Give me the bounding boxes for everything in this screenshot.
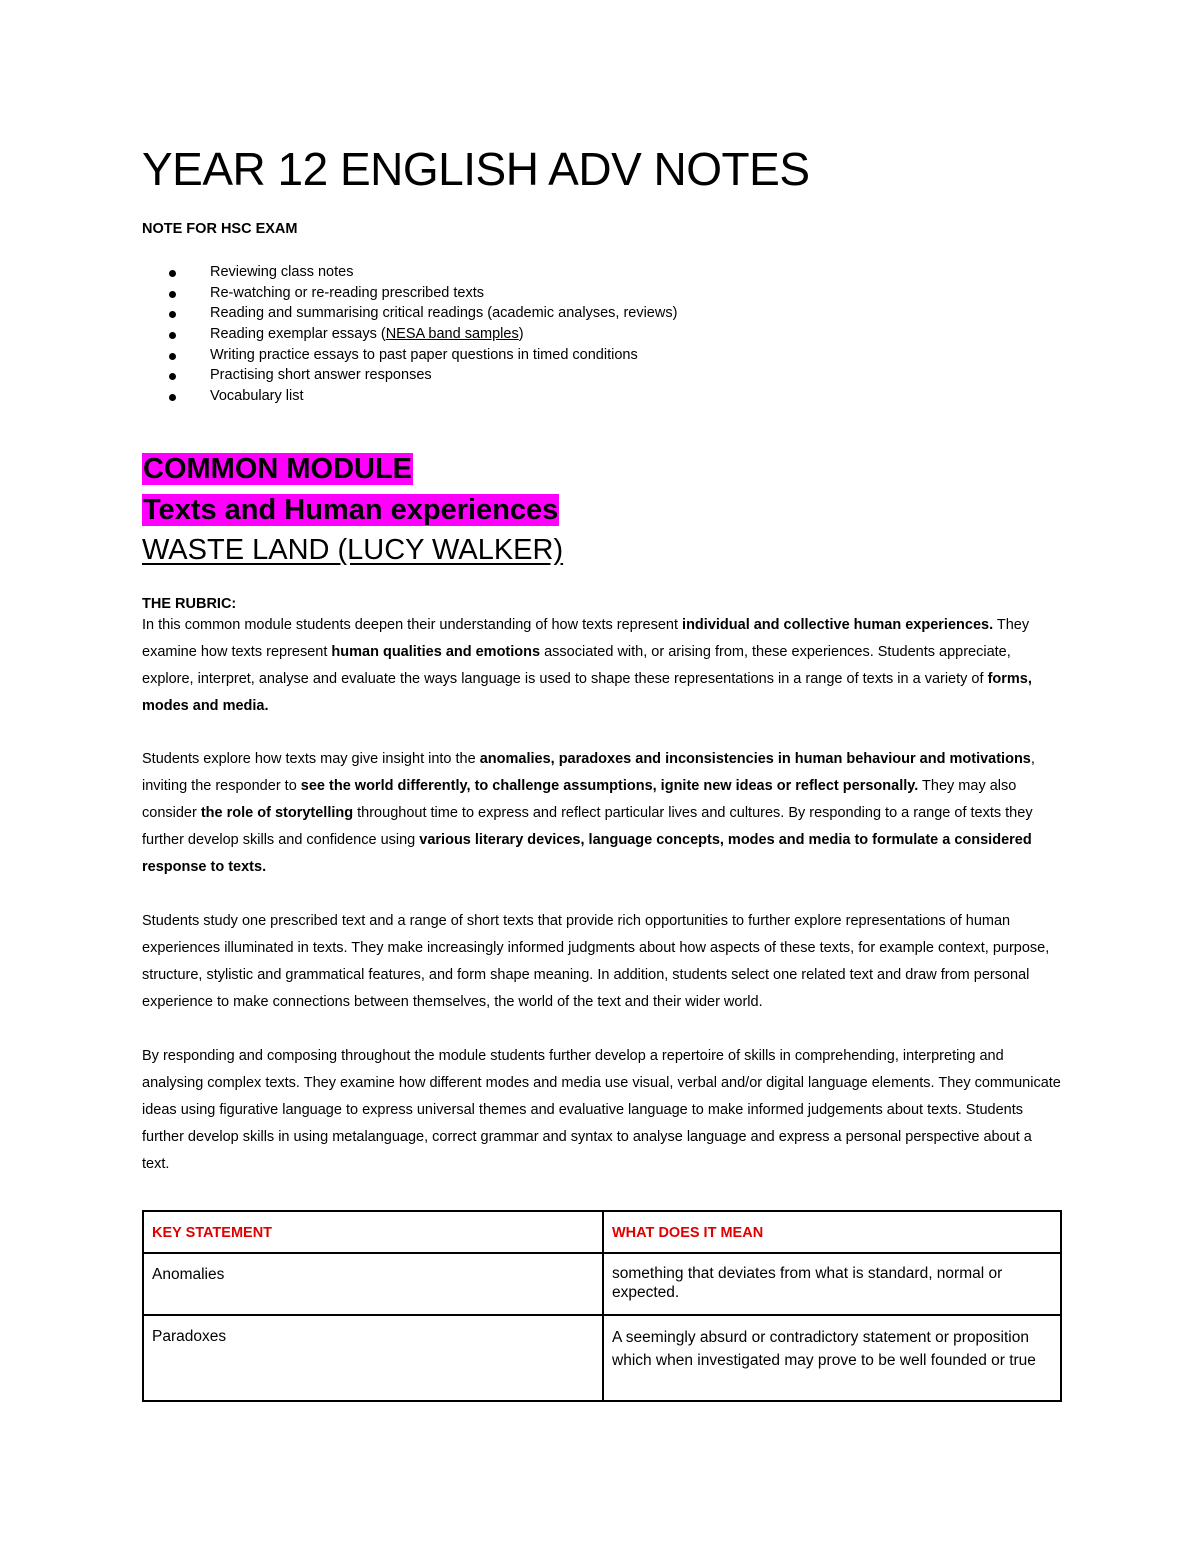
table-cell-definition: A seemingly absurd or contradictory statement or proposition which when investigated may prove to be well founded or true — [603, 1315, 1061, 1401]
bullet-icon — [169, 394, 176, 401]
list-item: Writing practice essays to past paper questions in timed conditions — [142, 345, 677, 366]
bullet-icon — [169, 353, 176, 360]
text-heading: WASTE LAND (LUCY WALKER) — [142, 534, 564, 566]
table-header-meaning: WHAT DOES IT MEAN — [603, 1211, 1061, 1253]
list-item: Vocabulary list — [142, 386, 677, 407]
list-item: Reviewing class notes — [142, 262, 677, 283]
list-item: Reading and summarising critical readings (academic analyses, reviews) — [142, 303, 677, 324]
rubric-label: THE RUBRIC: — [142, 596, 237, 612]
table-header-row — [143, 1211, 1061, 1253]
bullet-icon — [169, 311, 176, 318]
rubric-paragraph-2: Students explore how texts may give insight into the anomalies, paradoxes and inconsistencies in human behaviour and motivations, inviting the responder to see the world differently, to challenge assumptions, ignite new ideas or reflect personally. They may also consider the role of storytelling throughout time to express and reflect particular lives and cultures. By responding to a range of texts they further develop skills and confidence using various literary devices, language concepts, modes and media to formulate a considered response to texts. — [142, 751, 1035, 875]
rubric-paragraph-1: In this common module students deepen their understanding of how texts represent individual and collective human experiences. They examine how texts represent human qualities and emotions associated with, or arising from, these experiences. Students appreciate, explore, interpret, analyse and evaluate the ways language is used to shape these representations in a range of texts in a variety of forms, modes and media. — [142, 617, 1032, 714]
table-row — [143, 1253, 1061, 1315]
key-statement-table — [142, 1210, 1062, 1402]
bullet-icon — [169, 291, 176, 298]
table-cell-definition: something that deviates from what is standard, normal or expected. — [603, 1253, 1061, 1315]
table-header-key-statement: KEY STATEMENT — [143, 1211, 603, 1253]
bullet-icon — [169, 270, 176, 277]
table-row — [143, 1315, 1061, 1401]
list-item: Re-watching or re-reading prescribed texts — [142, 283, 677, 304]
list-item: Reading exemplar essays (NESA band samples) — [142, 324, 677, 345]
exam-note-heading: NOTE FOR HSC EXAM — [142, 221, 298, 237]
study-checklist — [142, 262, 677, 407]
rubric-paragraph-3: Students study one prescribed text and a range of short texts that provide rich opportunities to further explore representations of human experiences illuminated in texts. They make increasingly informed judgments about how aspects of these texts, for example context, purpose, structure, stylistic and grammatical features, and form shape meaning. In addition, students select one related text and draw from personal experience to make connections between themselves, the world of the text and their wider world. — [142, 913, 1050, 1010]
document-title: YEAR 12 ENGLISH ADV NOTES — [142, 143, 810, 195]
bullet-icon — [169, 332, 176, 339]
list-item: Practising short answer responses — [142, 365, 677, 386]
module-subheading: Texts and Human experiences — [143, 494, 559, 526]
module-heading: COMMON MODULE — [143, 453, 413, 485]
nesa-band-samples-link[interactable]: NESA band samples — [385, 326, 519, 343]
table-cell-term: Paradoxes — [143, 1315, 603, 1401]
bullet-icon — [169, 373, 176, 380]
table-cell-term: Anomalies — [143, 1253, 603, 1315]
rubric-paragraph-4: By responding and composing throughout the module students further develop a repertoire of skills in comprehending, interpreting and analysing complex texts. They examine how different modes and media use visual, verbal and/or digital language elements. They communicate ideas using figurative language to express universal themes and evaluative language to make informed judgements about texts. Students further develop skills in using metalanguage, correct grammar and syntax to analyse language and express a personal perspective about a text. — [142, 1048, 1061, 1172]
